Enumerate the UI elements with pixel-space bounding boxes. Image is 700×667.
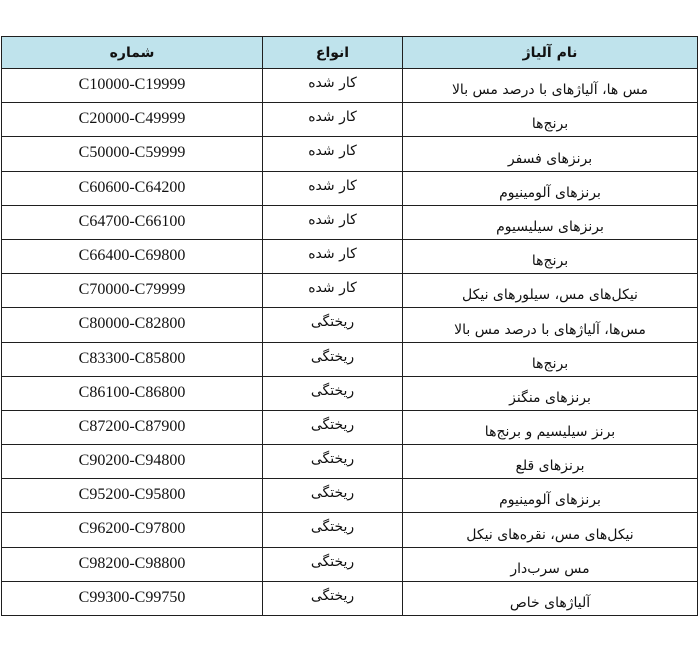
alloy-type-cell: ریختگی <box>263 547 403 581</box>
alloy-type-cell: ریختگی <box>263 445 403 479</box>
table-row <box>2 274 698 308</box>
table-row <box>2 445 698 479</box>
table-body <box>2 69 698 616</box>
table-row <box>2 308 698 342</box>
alloy-type-cell: کار شده <box>263 137 403 171</box>
alloy-name-cell: برنزهای قلع <box>403 445 698 479</box>
table-row <box>2 205 698 239</box>
alloy-number-cell: C95200-C95800 <box>2 479 263 513</box>
table-row <box>2 376 698 410</box>
header-number: شماره <box>2 37 263 69</box>
alloy-name-cell: برنزهای منگنز <box>403 376 698 410</box>
table-row <box>2 137 698 171</box>
header-alloy-name: نام آلیاژ <box>403 37 698 69</box>
alloy-name-cell: برنج‌ها <box>403 342 698 376</box>
alloy-type-cell: کار شده <box>263 274 403 308</box>
alloy-number-cell: C90200-C94800 <box>2 445 263 479</box>
alloy-number-cell: C20000-C49999 <box>2 103 263 137</box>
alloy-type-cell: ریختگی <box>263 308 403 342</box>
alloy-type-cell: کار شده <box>263 171 403 205</box>
alloy-number-cell: C70000-C79999 <box>2 274 263 308</box>
table-row <box>2 69 698 103</box>
alloy-number-cell: C83300-C85800 <box>2 342 263 376</box>
table-row <box>2 239 698 273</box>
alloy-number-cell: C60600-C64200 <box>2 171 263 205</box>
table-row <box>2 513 698 547</box>
alloy-name-cell: برنزهای فسفر <box>403 137 698 171</box>
alloy-type-cell: کار شده <box>263 205 403 239</box>
alloy-type-cell: کار شده <box>263 69 403 103</box>
alloy-name-cell: برنز سیلیسیم و برنج‌ها <box>403 410 698 444</box>
alloy-number-cell: C98200-C98800 <box>2 547 263 581</box>
table-row <box>2 581 698 615</box>
alloy-number-cell: C86100-C86800 <box>2 376 263 410</box>
alloy-number-cell: C50000-C59999 <box>2 137 263 171</box>
alloy-type-cell: ریختگی <box>263 581 403 615</box>
table-row <box>2 547 698 581</box>
header-row <box>2 37 698 69</box>
alloy-name-cell: برنزهای آلومینیوم <box>403 171 698 205</box>
alloy-number-cell: C87200-C87900 <box>2 410 263 444</box>
alloy-type-cell: کار شده <box>263 103 403 137</box>
alloy-name-cell: نیکل‌های مس، نقره‌های نیکل <box>403 513 698 547</box>
alloy-table <box>1 36 698 616</box>
alloy-name-cell: برنزهای آلومینیوم <box>403 479 698 513</box>
alloy-type-cell: ریختگی <box>263 376 403 410</box>
alloy-type-cell: ریختگی <box>263 342 403 376</box>
table-row <box>2 171 698 205</box>
alloy-name-cell: نیکل‌های مس، سیلورهای نیکل <box>403 274 698 308</box>
header-type: انواع <box>263 37 403 69</box>
alloy-number-cell: C99300-C99750 <box>2 581 263 615</box>
alloy-name-cell: برنج‌ها <box>403 103 698 137</box>
alloy-number-cell: C80000-C82800 <box>2 308 263 342</box>
alloy-name-cell: برنزهای سیلیسیوم <box>403 205 698 239</box>
alloy-name-cell: مس‌ها، آلیاژهای با درصد مس بالا <box>403 308 698 342</box>
table-row <box>2 410 698 444</box>
alloy-number-cell: C64700-C66100 <box>2 205 263 239</box>
alloy-name-cell: آلیاژهای خاص <box>403 581 698 615</box>
alloy-table-container <box>1 36 697 616</box>
alloy-number-cell: C10000-C19999 <box>2 69 263 103</box>
alloy-number-cell: C96200-C97800 <box>2 513 263 547</box>
alloy-name-cell: مس سرب‌دار <box>403 547 698 581</box>
alloy-type-cell: ریختگی <box>263 479 403 513</box>
alloy-name-cell: مس ها، آلیاژهای با درصد مس بالا <box>403 69 698 103</box>
table-row <box>2 342 698 376</box>
table-row <box>2 479 698 513</box>
alloy-name-cell: برنج‌ها <box>403 239 698 273</box>
table-row <box>2 103 698 137</box>
alloy-type-cell: ریختگی <box>263 410 403 444</box>
table-header <box>2 37 698 69</box>
alloy-type-cell: ریختگی <box>263 513 403 547</box>
alloy-type-cell: کار شده <box>263 239 403 273</box>
alloy-number-cell: C66400-C69800 <box>2 239 263 273</box>
